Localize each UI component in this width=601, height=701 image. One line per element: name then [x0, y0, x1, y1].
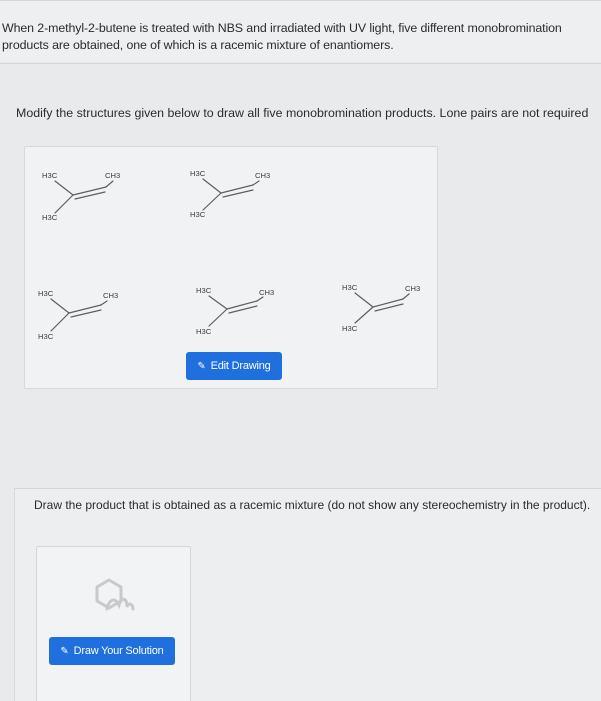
ch3-label: CH3 — [255, 171, 271, 180]
h3c-label-top: H3C — [342, 283, 358, 292]
molecule-structure-2 — [187, 167, 297, 247]
edit-drawing-button[interactable] — [186, 352, 282, 380]
drawing-panel[interactable] — [24, 146, 438, 389]
divider-sub — [14, 488, 601, 489]
ch3-label: CH3 — [405, 284, 421, 293]
solution-drawing-box[interactable] — [36, 546, 191, 701]
h3c-label-bottom: H3C — [38, 332, 54, 341]
pencil-icon: ✎ — [60, 645, 69, 657]
draw-solution-label: Draw Your Solution — [73, 645, 164, 657]
edit-drawing-label: Edit Drawing — [210, 360, 271, 372]
h3c-label-bottom: H3C — [42, 213, 58, 222]
intro-line-2: products are obtained, one of which is a racemic mixture of enantiomers. — [2, 38, 394, 52]
molecule-drawing-icon — [85, 575, 145, 627]
h3c-label-bottom: H3C — [196, 327, 212, 336]
intro-line-1: When 2-methyl-2-butene is treated with NBS and irradiated with UV light, five different monobromination — [2, 21, 562, 35]
molecule-structure-4 — [193, 283, 303, 363]
ch3-label: CH3 — [105, 171, 121, 180]
divider-top — [0, 0, 601, 1]
ch3-label: CH3 — [103, 291, 119, 300]
question-2-text: Draw the product that is obtained as a racemic mixture (do not show any stereochemistry in the product). — [34, 498, 591, 512]
h3c-label-top: H3C — [38, 289, 54, 298]
molecule-structure-1 — [39, 169, 149, 249]
ch3-label: CH3 — [259, 288, 275, 297]
divider-intro — [0, 63, 601, 64]
h3c-label-top: H3C — [190, 169, 206, 178]
question-1-text: Modify the structures given below to draw all five monobromination products. Lone pairs are not required — [16, 106, 589, 120]
h3c-label-top: H3C — [196, 286, 212, 295]
draw-solution-button[interactable] — [49, 637, 175, 665]
h3c-label-bottom: H3C — [190, 210, 206, 219]
pencil-icon: ✎ — [197, 360, 206, 372]
intro-text — [2, 20, 600, 54]
h3c-label-top: H3C — [42, 171, 58, 180]
intro-section — [0, 0, 601, 62]
h3c-label-bottom: H3C — [342, 324, 358, 333]
molecule-structure-5 — [339, 281, 449, 361]
molecule-structure-3 — [35, 287, 145, 367]
